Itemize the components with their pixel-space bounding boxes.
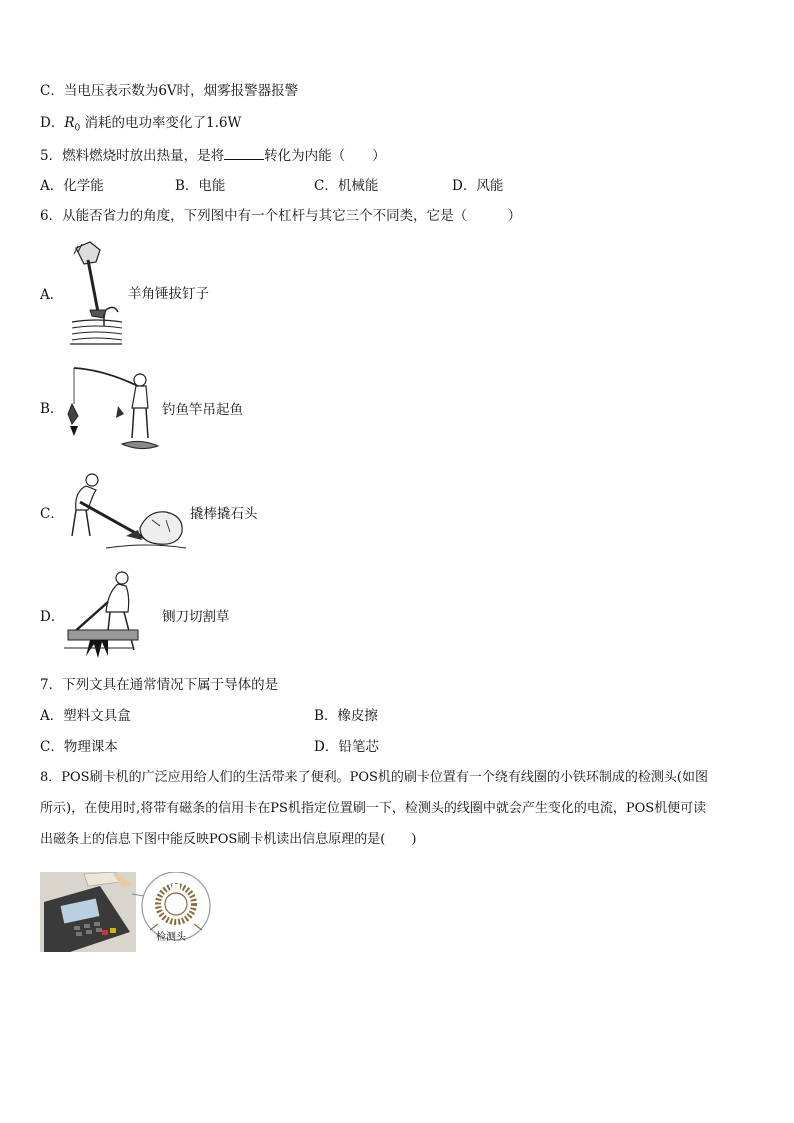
claw-hammer-figure [68,240,124,348]
q7-stem: 7．下列文具在通常情况下属于导体的是 [40,677,279,693]
q8-line-3: 出磁条上的信息下图中能反映POS刷卡机读出信息原理的是( ) [40,832,417,847]
option-d-text: 消耗的电功率变化了1.6W [80,115,242,131]
option-d-prev [40,114,241,138]
q8-line-2: 所示)，在使用时,将带有磁条的信用卡在PS机指定位置刷一下，检测头的线圈中就会产生变化的电流，POS机便可读 [40,801,707,816]
q5-stem-after: 转化为内能（ ） [264,148,386,164]
q7-option-c: C．物理课本 [40,739,118,755]
q6-option-b-letter: B． [40,401,64,417]
q5-stem-before: 5．燃料燃烧时放出热量，是将 [40,148,225,164]
q6-caption-d: 铡刀切割草 [162,609,230,625]
q7-option-d: D．铅笔芯 [314,739,379,755]
option-c-prev: C．当电压表示数为6V时，烟雾报警器报警 [40,83,299,99]
q7-option-a: A．塑料文具盒 [40,708,131,724]
q6-option-c-letter: C． [40,506,64,522]
q5-stem [40,145,386,165]
resistor-subscript: 0 [74,123,81,134]
q5-blank [224,145,264,160]
chaff-cutter-figure [64,570,160,660]
q5-option-b: B．电能 [175,178,226,194]
q5-option-a: A．化学能 [40,178,104,194]
fishing-rod-figure [66,364,162,456]
q6-caption-b: 钓鱼竿吊起鱼 [162,402,243,418]
pos-terminal-figure [40,872,212,952]
q6-option-d-letter: D． [40,609,65,625]
q8-line-1: 8．POS刷卡机的广泛应用给人们的生活带来了便利。POS机的刷卡位置有一个绕有线圈的小铁环制成的检测头(如图 [40,770,708,785]
q5-option-d: D．风能 [452,178,504,194]
q6-caption-a: 羊角锤拔钉子 [128,286,209,302]
q6-option-a-letter: A． [40,287,64,303]
resistor-symbol: R [64,115,75,131]
crowbar-figure [66,470,188,554]
q6-caption-c: 撬棒撬石头 [190,506,258,522]
q6-stem: 6．从能否省力的角度，下列图中有一个杠杆与其它三个不同类，它是（ ） [40,208,522,224]
q5-option-c: C．机械能 [314,178,379,194]
pos-detector-label: 检测头 [156,932,186,943]
q7-option-b: B．橡皮擦 [314,708,378,724]
option-d-letter: D． [40,115,65,131]
